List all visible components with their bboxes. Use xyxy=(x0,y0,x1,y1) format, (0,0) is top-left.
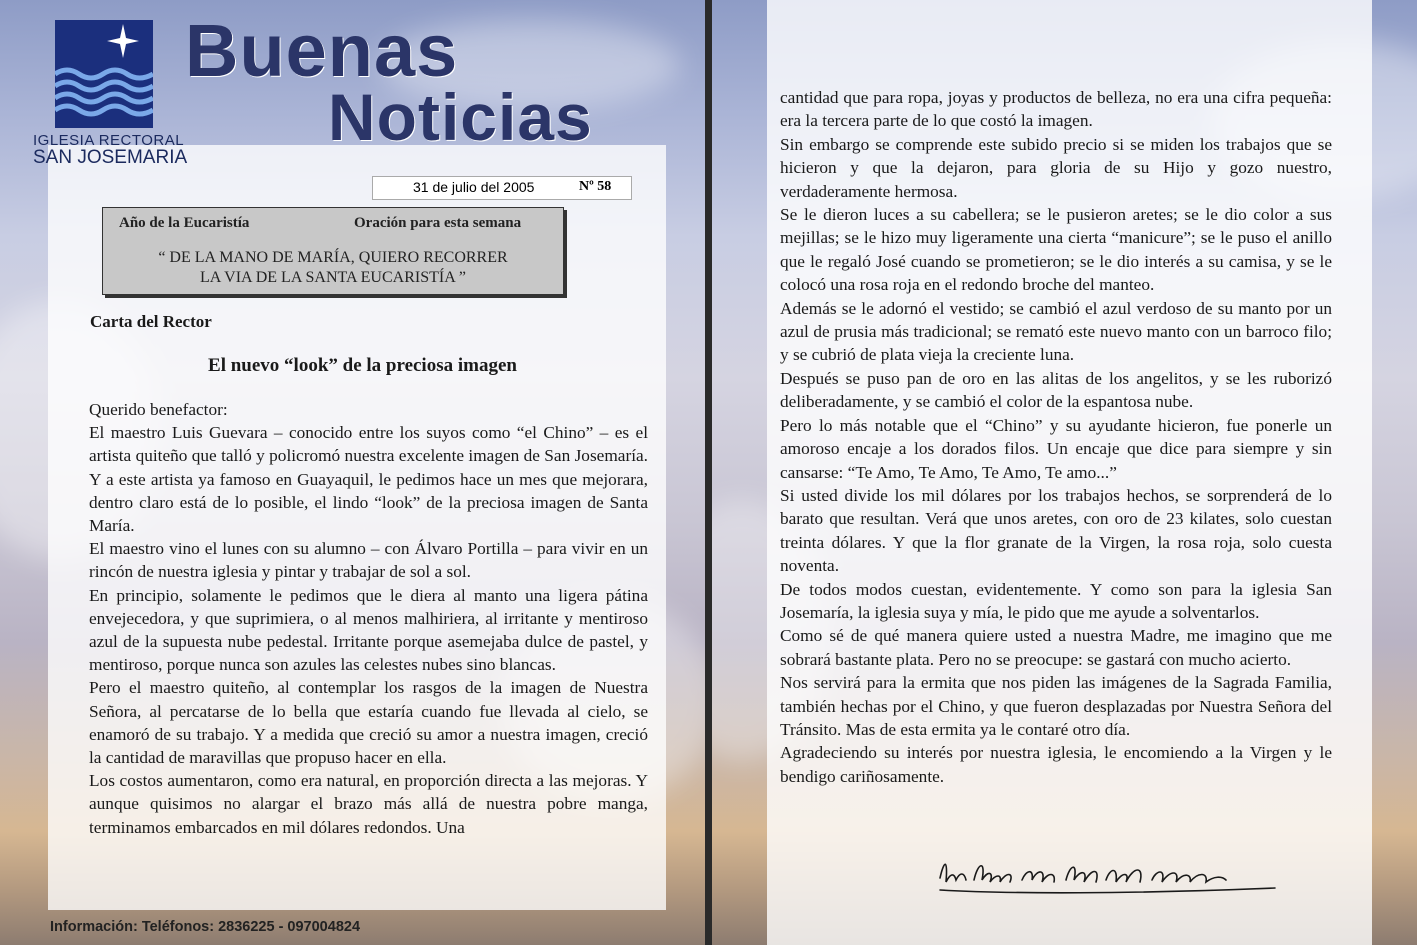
paragraph: cantidad que para ropa, joyas y productos de belleza, no era una cifra pequeña: era la tercera parte de lo que costó la imagen. xyxy=(780,88,1332,131)
article-body-page2 xyxy=(780,86,1332,788)
church-name-line1: IGLESIA RECTORAL xyxy=(33,132,185,149)
paragraph: Pero lo más notable que el “Chino” y su ayudante hicieron, fue ponerle un amoroso encaje a los dorados filos. Un encaje que dice para siempre y sin cansarse: “Te Amo, Te Amo, Te Amo, Te amo...” xyxy=(780,415,1332,482)
paragraph: En principio, solamente le pedimos que le diera al manto una ligera pátina envejecedora, y que suprimiera, o al menos malhiriera, al irritante y mentiroso azul de la supuesta nube pedestal. Irritante porque asemejaba dulce de pastel, y mentiroso, porque nunca son azules las celestes nubes sino blancas. xyxy=(89,585,648,675)
prayer-box xyxy=(102,207,564,295)
rector-signature xyxy=(930,850,1280,905)
article-headline: El nuevo “look” de la preciosa imagen xyxy=(208,355,517,376)
prayer-box-year-label: Año de la Eucaristía xyxy=(119,215,250,231)
church-name-line2: SAN JOSEMARIA xyxy=(33,147,188,168)
church-logo xyxy=(55,20,153,128)
paragraph: Después se puso pan de oro en las alitas de los angelitos, y se les ruborizó deliberadamente, y se cambió el color de la espantosa nube. xyxy=(780,368,1332,412)
issue-date: 31 de julio del 2005 xyxy=(413,179,535,195)
paragraph: De todos modos cuestan, evidentemente. Y como son para la iglesia San Josemaría, la iglesia suya y mía, le pido que me ayude a solventarlos. xyxy=(780,579,1332,622)
waves-icon xyxy=(55,70,153,114)
paragraph: Sin embargo se comprende este subido precio si se miden los trabajos que se hicieron y que la dejaron, para gloria de su Hijo y gozo nuestro, verdaderamente hermosa. xyxy=(780,134,1332,201)
article-body-page1 xyxy=(89,398,648,839)
paragraph: Se le dieron luces a su cabellera; se le pusieron aretes; se le dio color a sus mejillas; se le hizo muy ligeramente una cierta “manicure”; se le puso el anillo que le regaló José cuando se prometieron; se le dio interés a su camisa, y se le colocó una rosa roja en el redondo broche del manteo. xyxy=(780,205,1332,295)
paragraph: El maestro Luis Guevara – conocido entre los suyos como “el Chino” – es el artista quiteño que talló y policromó nuestra excelente imagen de San Josemaría. Y a este artista ya famoso en Guayaquil, le pedimos hace un mes que mejorara, dentro claro está de lo posible, el lindo “look” de la preciosa imagen de Santa María. xyxy=(89,423,648,536)
issue-date-box xyxy=(372,176,632,200)
paragraph: Nos servirá para la ermita que nos piden las imágenes de la Sagrada Familia, también hechas por el Chino, y que fueron desplazadas por Nuestra Señora del Tránsito. Mas de esta ermita ya le contaré otro día. xyxy=(780,673,1332,739)
prayer-quote-line1: “ DE LA MANO DE MARÍA, QUIERO RECORRER xyxy=(158,249,508,266)
footer-contact: Información: Teléfonos: 2836225 - 097004824 xyxy=(50,919,361,935)
paragraph: Como sé de qué manera quiere usted a nuestra Madre, me imagino que me sobrará bastante plata. Pero no se preocupe: se gastará con mucho acierto. xyxy=(780,626,1332,669)
prayer-quote-line2: LA VIA DE LA SANTA EUCARISTÍA ” xyxy=(200,269,466,286)
paragraph: El maestro vino el lunes con su alumno – con Álvaro Portilla – para vivir en un rincón de nuestra iglesia y pintar y trabajar de sol a sol. xyxy=(89,539,648,582)
paragraph: Querido benefactor: xyxy=(89,400,228,419)
star-icon xyxy=(107,24,139,58)
prayer-quote xyxy=(103,248,563,288)
masthead-title-line1: Buenas xyxy=(185,9,459,92)
paragraph: Agradeciendo su interés por nuestra iglesia, le encomiendo a la Virgen y le bendigo cariñosamente. xyxy=(780,743,1332,786)
masthead-title-line2: Noticias xyxy=(328,80,593,154)
paragraph: Si usted divide los mil dólares por los trabajos hechos, se sorprenderá de lo barato que resultan. Verá que unos aretes, con oro de 23 kilates, solo cuestan treinta dólares. Y que la flor granate de la Virgen, la rosa roja, solo cuesta noventa. xyxy=(780,485,1332,576)
issue-number: Nº 58 xyxy=(579,179,612,194)
prayer-box-week-label: Oración para esta semana xyxy=(354,215,522,231)
left-page xyxy=(0,0,705,945)
paragraph: Los costos aumentaron, como era natural, en proporción directa a las mejoras. Y aunque quisimos no alargar el brazo más allá de nuestra pobre manga, terminamos embarcados en mil dólares redondos. Una xyxy=(89,771,648,837)
section-label: Carta del Rector xyxy=(90,312,212,331)
church-name xyxy=(33,132,187,169)
paragraph: Pero el maestro quiteño, al contemplar los rasgos de la imagen de Nuestra Señora, al percatarse de lo bella que estaría cuando fue llevada al cielo, se enamoró de su trabajo. Y a medida que creció su amor a nuestra imagen, creció la cantidad de maravillas que propuso hacer en ella. xyxy=(89,678,648,768)
paragraph: Además se le adornó el vestido; se cambió el azul verdoso de su manto por un azul de prusia más tradicional; se remató este nuevo manto con un barroco filo; y se cubrió de plata vieja la creciente luna. xyxy=(780,298,1332,365)
